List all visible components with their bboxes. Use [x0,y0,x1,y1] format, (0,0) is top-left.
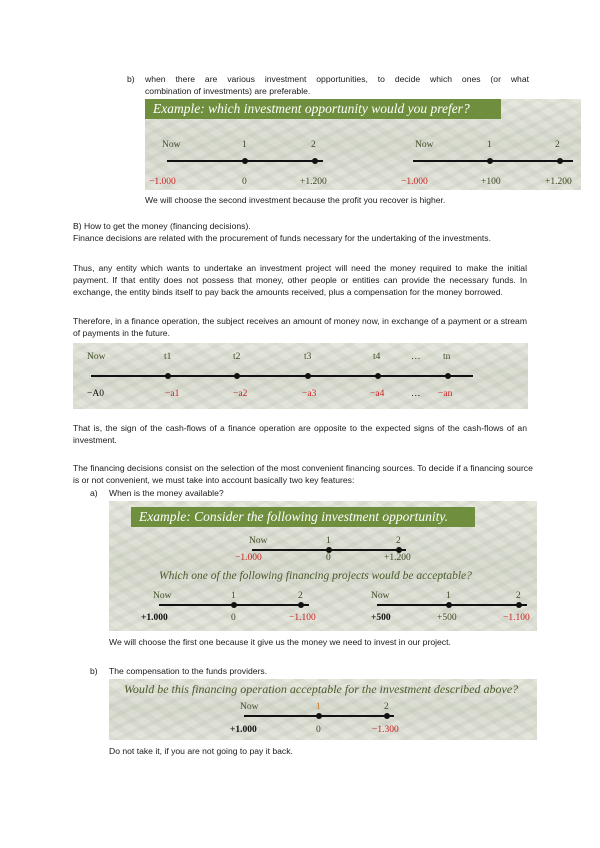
figure-caption: Do not take it, if you are not going to pay it back. [109,746,293,756]
timeline-value: … [411,389,421,399]
timeline-value: +1.000 [230,725,257,735]
timeline-dot [557,158,563,164]
figure-financing-question [109,679,537,740]
timeline-value: 0 [231,613,236,623]
timeline-value: −an [438,389,453,399]
section-heading: B) How to get the money (financing decisions). [73,221,251,231]
figure-caption: We will choose the first one because it give us the money we need to invest in our project. [109,637,451,647]
timeline-value: −a4 [370,389,385,399]
intro-line-2: combination of investments) are preferable. [145,86,311,96]
timeline-label: Now [415,140,434,150]
list-item-text: The compensation to the funds providers. [109,666,268,676]
timeline-lines [73,343,528,409]
timeline-dot [298,602,304,608]
timeline-dot [487,158,493,164]
timeline-lines [109,679,537,740]
paragraph: Thus, any entity which wants to undertake an investment project will need the money required to make the initial payment. If that entity does not possess that money, other people or entities can provide the necessary funds. In exchange, the entity binds itself to pay back the amounts received, plus a compensation for the money borrowed. [73,263,527,298]
timeline-label: 2 [384,702,389,712]
figure-finance-timeline [73,343,528,409]
timeline-label: tn [443,352,451,362]
figure-investment-comparison [145,99,581,190]
timeline-value: −a1 [165,389,180,399]
timeline-label: t2 [233,352,241,362]
timeline-value: +1.200 [545,177,572,187]
timeline-dot [445,373,451,379]
timeline-label: 2 [311,140,316,150]
list-marker: b) [127,74,135,84]
timeline-label: Now [240,702,259,712]
list-marker: b) [90,666,98,676]
timeline-dot [234,373,240,379]
timeline-dot [384,713,390,719]
figure-question: Would be this financing operation acceptable for the investment described above? [124,682,519,696]
timeline-value: −1.100 [289,613,316,623]
timeline-label: t4 [373,352,381,362]
timeline-value: +500 [437,613,457,623]
intro-line-1: when there are various investment opportunities, to decide which ones (or what [145,74,529,84]
timeline-value: 0 [242,177,247,187]
timeline-dot [231,602,237,608]
timeline-dot [316,713,322,719]
timeline-label: Now [162,140,181,150]
timeline-value: +100 [481,177,501,187]
timeline-dot [242,158,248,164]
timeline-value: +1.000 [141,613,168,623]
timeline-lines [145,99,581,190]
figure-banner: Example: Consider the following investment opportunity. [131,507,475,527]
timeline-label: t3 [304,352,312,362]
timeline-label: 1 [231,591,236,601]
timeline-label: t1 [164,352,172,362]
timeline-value: +1.200 [300,177,327,187]
timeline-dot [516,602,522,608]
timeline-value: −a3 [302,389,317,399]
timeline-value: 0 [316,725,321,735]
timeline-value: −A0 [87,389,104,399]
timeline-label: Now [249,536,268,546]
timeline-value: −1.100 [503,613,530,623]
timeline-label: Now [153,591,172,601]
timeline-label: 1 [487,140,492,150]
timeline-label: Now [87,352,106,362]
timeline-dot [312,158,318,164]
paragraph: Therefore, in a finance operation, the subject receives an amount of money now, in exchange of a payment or a stream of payments in the future. [73,316,527,339]
timeline-label: 1 [326,536,331,546]
timeline-label: … [411,352,421,362]
timeline-label: 2 [298,591,303,601]
timeline-value: +1.200 [384,553,411,563]
timeline-value: 0 [326,553,331,563]
timeline-label: 1 [446,591,451,601]
paragraph: The financing decisions consist on the selection of the most convenient financing sources. To decide if a financing source is or not convenient, we must take into account basically two key features: [73,463,533,486]
timeline-dot [305,373,311,379]
timeline-lines [109,501,537,631]
timeline-dot [375,373,381,379]
figure-banner: Example: which investment opportunity would you prefer? [145,99,501,119]
timeline-value: −1.300 [372,725,399,735]
paragraph: Finance decisions are related with the procurement of funds necessary for the undertaking of the investments. [73,233,491,243]
figure-caption: We will choose the second investment because the profit you recover is higher. [145,195,446,205]
paragraph: That is, the sign of the cash-flows of a finance operation are opposite to the expected signs of the cash-flows of an investment. [73,423,527,446]
timeline-label: 1 [242,140,247,150]
figure-financing-projects [109,501,537,631]
list-item-text: When is the money available? [109,488,224,498]
timeline-label: 1 [316,702,321,712]
timeline-value: −1.000 [149,177,176,187]
list-marker: a) [90,488,98,498]
figure-question: Which one of the following financing projects would be acceptable? [159,570,472,582]
timeline-label: Now [371,591,390,601]
timeline-dot [446,602,452,608]
timeline-label: 2 [516,591,521,601]
timeline-label: 2 [555,140,560,150]
timeline-dot [165,373,171,379]
timeline-value: −1.000 [401,177,428,187]
timeline-value: −1.000 [235,553,262,563]
timeline-label: 2 [396,536,401,546]
timeline-value: −a2 [233,389,248,399]
timeline-value: +500 [371,613,391,623]
